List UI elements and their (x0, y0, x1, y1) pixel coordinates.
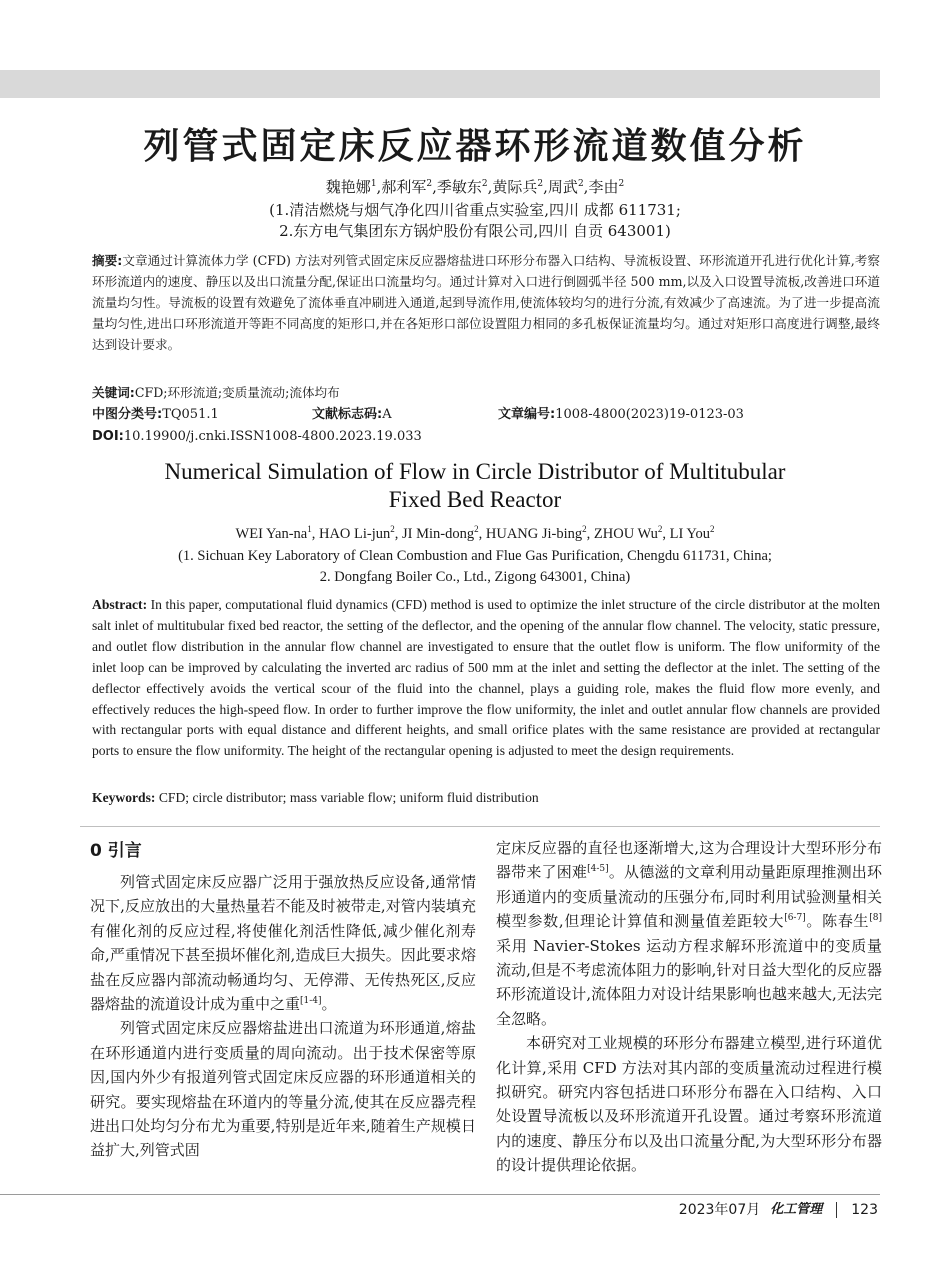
author: HUANG Ji-bing$^2$ (485, 524, 587, 542)
affiliation-1-cn: (1.清洁燃烧与烟气净化四川省重点实验室,四川 成都 611731; (269, 201, 681, 219)
author: 郝利军$^2$ (381, 178, 433, 196)
keywords-en (92, 788, 880, 808)
authors-en: WEI Yan-$na^1$, HAO Li-jun$^2$, JI Min-dong$^2$, HUANG Ji-bing$^2$, ZHOU Wu$^2$, LI You$^2$ (235, 524, 715, 542)
citation: [4-5] (587, 864, 609, 875)
affiliations-en (0, 546, 950, 588)
section-heading: 0 引言 (90, 841, 142, 861)
paper-title-cn: 列管式固定床反应器环形流道数值分析 (143, 126, 807, 167)
page-number: 123 (851, 1202, 878, 1218)
issue-date: 2023年07月 (678, 1202, 761, 1218)
journal-name: 化工管理 (770, 1202, 823, 1217)
abstract-text-en: In this paper, computational fluid dynamics (CFD) method is used to optimize the inlet structure of the circle distributor at the molten salt inlet of multitubular fixed bed reactor, the setting of the deflector, and the opening of the annular flow channel. The velocity, static pressure, and outlet flow distribution in the annular flow channel are investigated to ensure that the outlet flow is uniform. The flow uniformity of the inlet loop can be improved by calculating the inverted arc radius of 500 mm at the inlet and setting the deflector at the inlet. The setting of the deflector effectively avoids the vertical scour of the fluid into the channel, plays a guiding role, makes the fluid flow more evenly, and effectively reduces the high-speed flow. In order to further improve the flow uniformity, the inlet and outlet annular flow channels are provided with rectangular ports with equal distance and different heights, and small orifice plates with the same resistance are provided at rectangular ports to ensure the flow uniformity. The height of the rectangular opening is adjusted to meet the design requirements. (92, 597, 880, 759)
body-column-right (496, 836, 882, 1178)
abstract-label-cn: 摘要: (92, 253, 123, 268)
paragraph: 定床反应器的直径也逐渐增大,这为合理设计大型环形分布器带来了困难[4-5]。从德滋的文章利用动量距原理推测出环形通道内的变质量流动的压强分布,同时利用试验测量相关模型参数,但理论计算值和测量值差距较大[6-7]。陈春生[8] 采用 Navier-Stokes 运动方程求解环形流道中的变质量流动,但是不考虑流体阻力的影响,针对日益大型化的反应器环形流道设计,流体阻力对设计结果影响也越来越大,无法完全忽略。 (496, 839, 882, 1028)
article-no-value: 1008-4800(2023)19-0123-03 (555, 407, 744, 422)
keywords-cn (92, 382, 880, 403)
clc-label: 中图分类号: (92, 407, 163, 422)
footer-rule (0, 1194, 880, 1195)
doi-row (92, 426, 880, 447)
author: LI You$^2$ (669, 524, 715, 542)
author: ZHOU Wu$^2$ (593, 524, 663, 542)
doi-value: 10.19900/j.cnki.ISSN1008-4800.2023.19.033 (123, 429, 422, 444)
body-column-left (90, 836, 476, 1163)
affiliation-1-en: (1. Sichuan Key Laboratory of Clean Combustion and Flue Gas Purification, Chengdu 611731, China; (178, 548, 772, 564)
keywords-label-cn: 关键词: (92, 385, 135, 400)
author: WEI Yan-$na^1$ (235, 524, 312, 542)
clc-value: TQ051.1 (162, 407, 219, 422)
author: 周武$^2$ (547, 178, 584, 196)
doc-code-label: 文献标志码: (312, 407, 383, 422)
affiliations-cn (0, 200, 950, 242)
author: JI Min-dong$^2$ (402, 524, 479, 542)
page-footer (679, 1200, 878, 1220)
paper-title-en: Numerical Simulation of Flow in Circle Distributor of Multitubular Fixed Bed Reactor (164, 459, 786, 512)
abstract-label-en: Abstract: (92, 597, 148, 612)
affiliation-2-cn: 2.东方电气集团东方锅炉股份有限公司,四川 自贡 643001) (279, 222, 671, 240)
author: 魏艳娜$^1$ (325, 178, 377, 196)
paragraph: 列管式固定床反应器熔盐进出口流道为环形通道,熔盐在环形通道内进行变质量的周向流动。出于技术保密等原因,国内外少有报道列管式固定床反应器的环形通道相关的研究。要实现熔盐在环道内的等量分流,使其在反应器壳程进出口处均匀分布尤为重要,特别是近年来,随着生产规模日益扩大,列管式固 (90, 1019, 476, 1160)
abstract-text-cn: 文章通过计算流体力学 (CFD) 方法对列管式固定床反应器熔盐进口环形分布器入口结构、导流板设置、环形流道开孔进行优化计算,考察环形流道内的速度、静压以及出口流量分配,保证出口流量均匀。通过计算对入口进行倒圆弧半径 500 mm,以及入口设置导流板,改善进口环道流量均匀性。导流板的设置有效避免了流体垂直冲刷进入通道,起到导流作用,使流体较均匀的进行分流,有效减少了高速流。为了进一步提高流量均匀性,进出口环形流道开等距不同高度的矩形口,并在各矩形口部位设置阻力相同的多孔板保证流量均匀。通过对矩形口高度进行调整,最终达到设计要求。 (92, 253, 880, 352)
doi-label: DOI: (92, 429, 124, 444)
footer-separator (836, 1202, 837, 1218)
author: 季敏东$^2$ (436, 178, 488, 196)
divider (80, 826, 880, 827)
abstract-en (92, 595, 880, 762)
author: HAO Li-jun$^2$ (318, 524, 395, 542)
author: 黄际兵$^2$ (492, 178, 544, 196)
paragraph: 本研究对工业规模的环形分布器建立模型,进行环道优化计算,采用 CFD 方法对其内部的变质量流动过程进行模拟研究。研究内容包括进口环形分布器在入口结构、入口处设置导流板以及环形流道开孔设置。通过考察环形流道内的速度、静压分布以及出口流量分配,为大型环形分布器的设计提供理论依据。 (496, 1034, 882, 1175)
paragraph: 列管式固定床反应器广泛用于强放热反应设备,通常情况下,反应放出的大量热量若不能及时被带走,对管内装填充有催化剂的反应过程,将使催化剂活性降低,减少催化剂寿命,严重情况下甚至损坏催化剂,造成巨大损失。因此要求熔盐在反应器内部流动畅通均匀、无停滞、无传热死区,反应器熔盐的流道设计成为重中之重[1-4]。 (90, 873, 476, 1014)
doc-code-value: A (382, 407, 392, 422)
abstract-cn (92, 250, 880, 355)
affiliation-2-en: 2. Dongfang Boiler Co., Ltd., Zigong 643001, China) (319, 569, 631, 585)
citation: [1-4] (300, 996, 322, 1007)
header-band (0, 70, 880, 98)
keywords-text-en: CFD; circle distributor; mass variable flow; uniform fluid distribution (158, 790, 539, 805)
citation: [6-7] (784, 913, 806, 924)
author: 李由$^2$ (588, 178, 625, 196)
authors-cn: 魏艳娜$^1$,郝利军$^2$,季敏东$^2$,黄际兵$^2$,周武$^2$,李由$^2$ (325, 178, 625, 196)
keywords-label-en: Keywords: (92, 790, 156, 805)
keywords-text-cn: CFD;环形流道;变质量流动;流体均布 (134, 385, 340, 400)
article-no-label: 文章编号: (498, 407, 556, 422)
citation: [8] (869, 913, 882, 924)
